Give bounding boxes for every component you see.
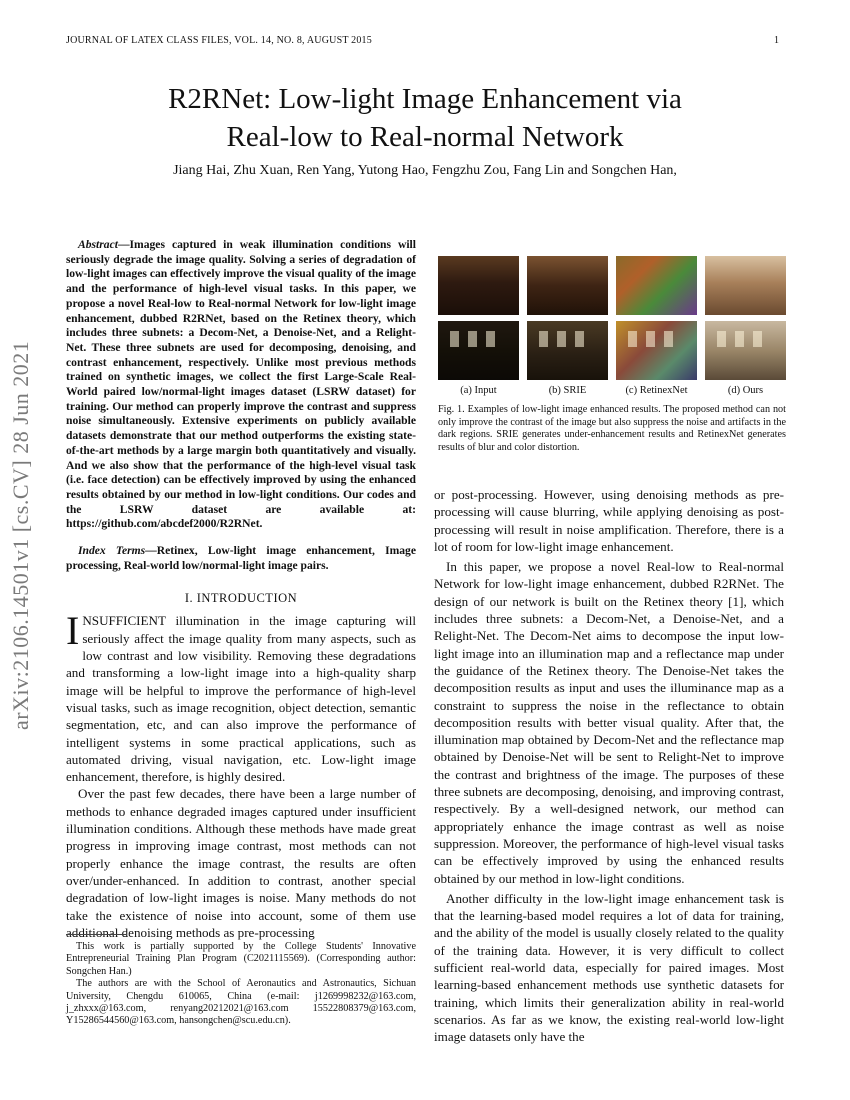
intro-paragraph-4: Another difficulty in the low-light image enhancement task is that the learning-based model requires a lot of data for training, and the ability of the model is usually closely related to the quality of the training data. However, it is very difficult to collect sufficient real-world data, especially for paired images. Most learning-based enhancement methods use synthetic datasets for training, which limits their generalization ability in real-world scenarios. As far as we know, the existing real-world low-light image datasets only have the	[434, 890, 784, 1045]
arxiv-stamp: arXiv:2106.14501v1 [cs.CV] 28 Jun 2021	[8, 340, 33, 730]
window-shape	[753, 331, 762, 347]
window-shape	[628, 331, 637, 347]
intro-paragraph-2: Over the past few decades, there have been a large number of methods to enhance degraded images captured under insufficient illumination conditions. Although these methods have made great progress in improving image contrast, most methods can not properly enhance the image contrast, the results are often over/under-enhanced. In addition to contrast, another special degradation of low-light images is noise. Many methods do not take the existence of noise into account, some of them use additional denoising methods as pre-processing	[66, 786, 416, 940]
window-shape	[468, 331, 477, 347]
figure-image	[438, 321, 519, 380]
window-shape	[486, 331, 495, 347]
section-heading: I. INTRODUCTION	[184, 591, 298, 606]
window-shape	[735, 331, 744, 347]
figure-caption: Fig. 1. Examples of low-light image enhanced results. The proposed method can not only improve the contrast of the image but also suppress the noise and artifacts in the dark regions. SRIE generates under-enhancement results and RetinexNet generates results of blur and color distortion.	[438, 404, 786, 453]
abstract-text: —Images captured in weak illumination conditions will seriously degrade the image quality. Solving a series of degradation of low-light images can effectively improve the visual quality of the image and the performance of high-level visual tasks. In this paper, we propose a novel Real-low to Real-normal Network for low-light image enhancement, dubbed R2RNet, based on the Retinex theory, which includes three subnets: a Decom-Net, a Denoise-Net, and a Relight-Net. These three subnets are used for decomposing, denoising, and contrast enhancement, respectively. Unlike most previous methods trained on synthetic images, we collect the first Large-Scale Real-World paired low/normal-light images dataset (LSRW dataset) for training. Our method can properly improve the contrast and suppress noise simultaneously. Extensive experiments on publicly available datasets demonstrate that our method outperforms the existing state-of-the-art methods by a large margin both quantitatively and visually. And we also show that the performance of the high-level visual task (i.e. face detection) can be effectively improved by using the enhanced results obtained by our method in low-light conditions. Our codes and the LSRW dataset are available at: https://github.com/abcdef2000/R2RNet.	[66, 238, 416, 531]
subcaption-retinexnet: (c) RetinexNet	[625, 385, 688, 396]
abstract	[66, 238, 416, 532]
right-column	[434, 486, 784, 1046]
window-shape	[664, 331, 673, 347]
intro-paragraph-3: In this paper, we propose a novel Real-low to Real-normal Network for low-light image enhancement, dubbed R2RNet. The design of our network is built on the Retinex theory [1], which includes three subnets: a Decom-Net, a Denoise-Net, and a Relight-Net. The Decom-Net aims to decompose the input low-light image into an illumination map and a reflectance map under the guidance of the Retinex theory. The Denoise-Net takes the decomposition results as input and uses the illuminance map as a constraint to suppress the noise in the reflectance to obtain decomposition results with better visual quality. After that, the illumination map obtained by Decom-Net and the reflectance map obtained by Denoise-Net will be sent to Relight-Net to improve the contrast and brightness of the image. The purposes of these three subnets are decomposing, denoising, and improving contrast, respectively. By a well-designed network, our method can appropriately enhance the image contrast as well as noise suppression. Moreover, the performance of high-level visual tasks can be effectively improved by using the enhanced results obtained by our method in low-light conditions.	[434, 559, 784, 886]
drop-cap: I	[66, 608, 80, 654]
running-header: JOURNAL OF LATEX CLASS FILES, VOL. 14, NO. 8, AUGUST 2015	[66, 35, 372, 46]
paper-title	[60, 80, 790, 156]
figure-image	[438, 256, 519, 315]
subcaption-ours: (d) Ours	[727, 385, 764, 396]
title-line-1: R2RNet: Low-light Image Enhancement via	[168, 83, 682, 115]
index-terms-lead: Index Terms	[78, 544, 146, 558]
window-shape	[575, 331, 584, 347]
intro-paragraph-2-continued: or post-processing. However, using denoising methods as pre-processing will cause blurring, while applying denoising as post-processing will result in noise amplification. Therefore, there is a lot of room for low-light image enhancement.	[434, 487, 784, 554]
footnote	[66, 941, 416, 1028]
figure-image	[527, 256, 608, 315]
author-list: Jiang Hai, Zhu Xuan, Ren Yang, Yutong Hao, Fengzhu Zou, Fang Lin and Songchen Han,	[173, 163, 677, 178]
subcaption-input: (a) Input	[460, 385, 497, 396]
index-terms	[66, 544, 416, 573]
window-shape	[450, 331, 459, 347]
figure-image	[616, 256, 697, 315]
footnote-rule	[66, 934, 126, 935]
index-terms-text: —Retinex, Low-light image enhancement, Image processing, Real-world low/normal-light image pairs.	[66, 544, 416, 572]
window-shape	[717, 331, 726, 347]
subcaption-srie: (b) SRIE	[548, 385, 587, 396]
left-column	[66, 238, 416, 941]
intro-paragraph-1-text: NSUFFICIENT illumination in the image capturing will seriously affect the image quality from many aspects, such as low contrast and low visibility. Removing these degradations and transforming a low-light image into a high-quality sharp image will be helpful to improve the performance of high-level visual tasks, such as image recognition, object detection, semantic segmentation, etc, and can also improve the performance of intelligent systems in some practical applications, such as automated driving, visual navigation, etc. Low-light image enhancement, therefore, is highly desired.	[66, 613, 416, 785]
window-shape	[539, 331, 548, 347]
window-shape	[646, 331, 655, 347]
window-shape	[557, 331, 566, 347]
figure-image	[527, 321, 608, 380]
footnote-funding: This work is partially supported by the College Students' Innovative Entrepreneurial Training Plan Program (C2021115569). (Corresponding author: Songchen Han.)	[66, 941, 416, 977]
figure-image	[705, 321, 786, 380]
figure-image	[616, 321, 697, 380]
intro-paragraph-1	[66, 608, 416, 785]
figure-subcaptions	[438, 385, 786, 396]
footnote-affiliation: The authors are with the School of Aeronautics and Astronautics, Sichuan University, Chengdu 610065, China (e-mail: j1269998232@163.com, j_zhxxx@163.com, renyang20212021@163.com 15522808379@163.com, Y15286544560@163.com, hansongchen@scu.edu.cn).	[66, 978, 416, 1027]
abstract-lead: Abstract	[78, 238, 118, 251]
figure-image	[705, 256, 786, 315]
page-number: 1	[774, 35, 779, 46]
title-line-2: Real-low to Real-normal Network	[226, 121, 624, 153]
figure-image-grid	[438, 256, 786, 380]
figure-1	[438, 256, 786, 454]
